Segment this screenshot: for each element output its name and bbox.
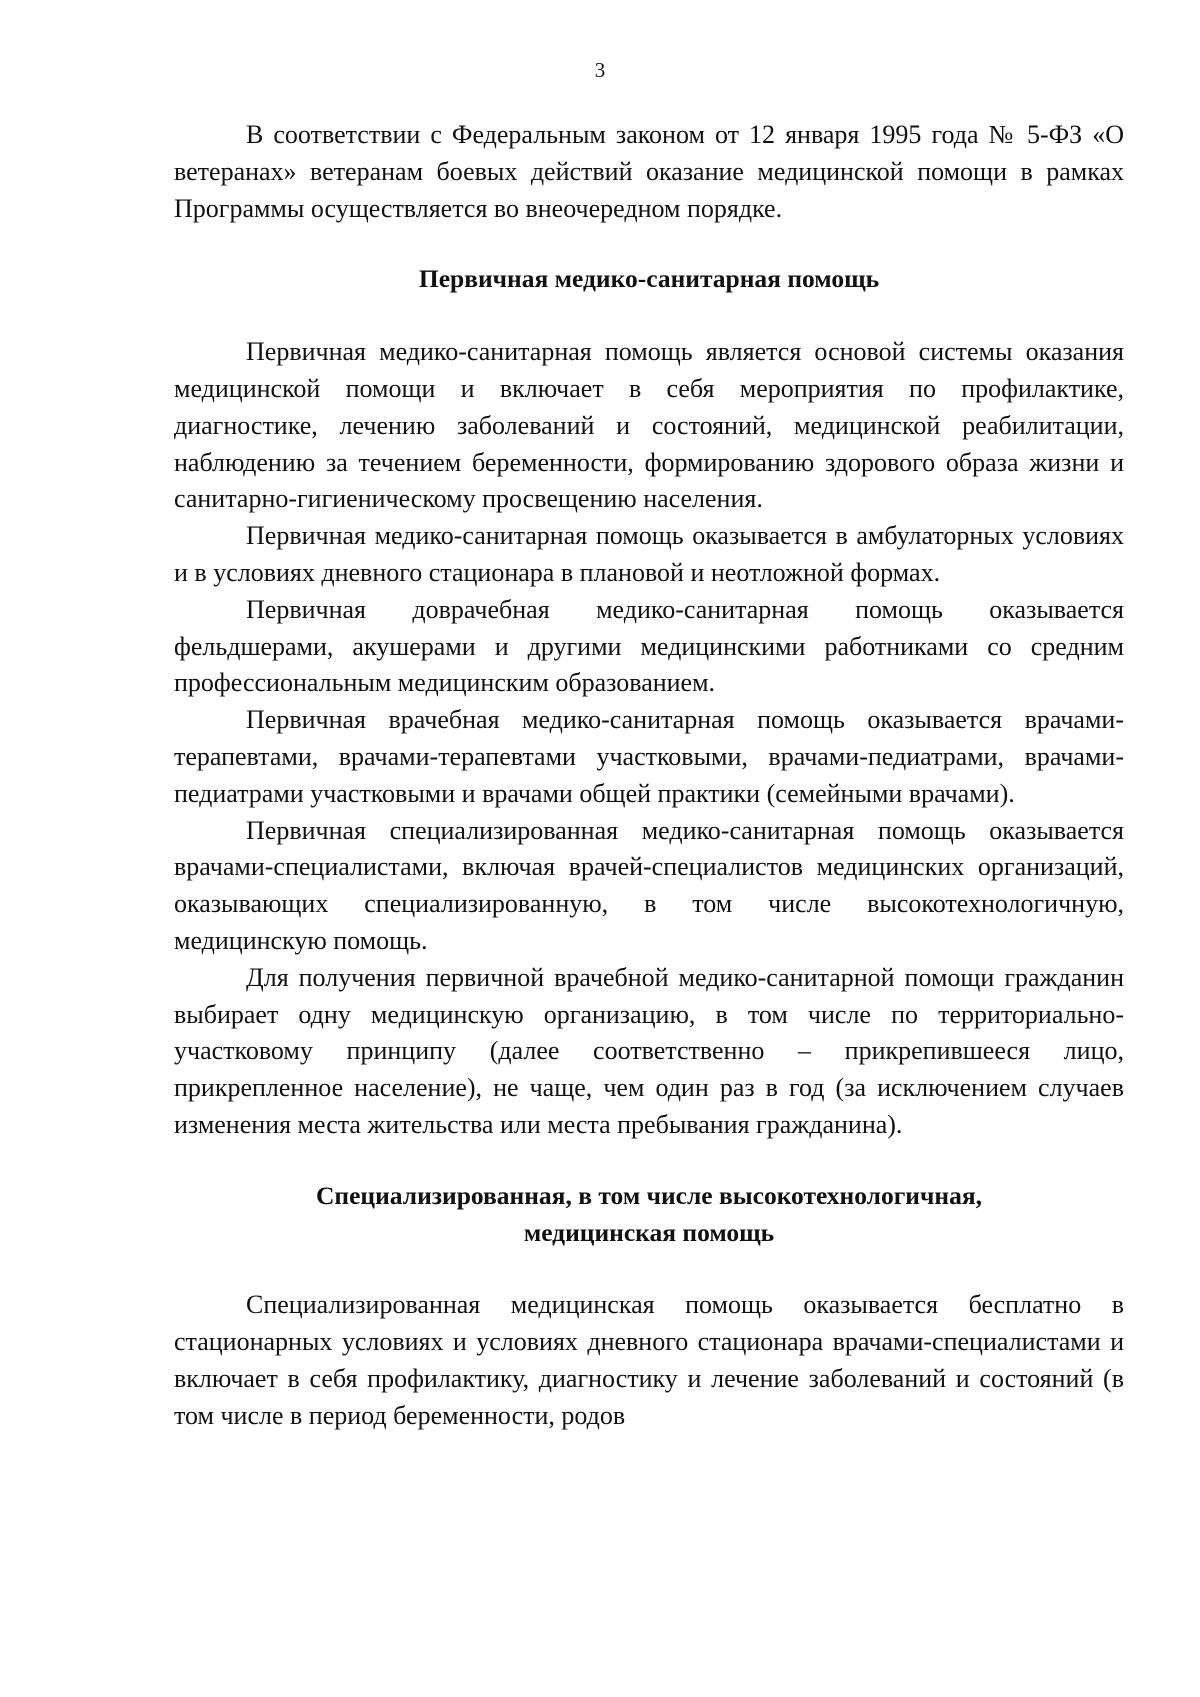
document-body <box>174 117 1124 1435</box>
primary-care-heading: Первичная медико-санитарная помощь <box>418 264 880 294</box>
specialized-care-heading <box>174 1178 1124 1252</box>
primary-care-paragraph: Первичная специализированная медико-санитарная помощь оказывается врачами-специалистами, включая врачей-специалистов медицинских организаций, оказывающих специализированную, в том числе высокотехнологичную, медицинскую помощь. <box>174 815 1124 955</box>
primary-care-paragraph: Первичная доврачебная медико-санитарная помощь оказывается фельдшерами, акушерами и другими медицинскими работниками со средним профессиональным медицинским образованием. <box>174 594 1124 698</box>
spacer <box>174 1251 1124 1287</box>
spacer <box>174 298 1124 334</box>
spacer <box>174 227 1124 261</box>
page-number: 3 <box>594 58 606 82</box>
primary-care-paragraph: Первичная медико-санитарная помощь является основой системы оказания медицинской помощи и включает в себя мероприятия по профилактике, диагностике, лечению заболеваний и состояний, медицинской реабилитации, наблюдению за течением беременности, формированию здорового образа жизни и санитарно-гигиеническому просвещению населения. <box>174 337 1124 514</box>
primary-care-paragraph: Первичная медико-санитарная помощь оказывается в амбулаторных условиях и в условиях дневного стационара в плановой и неотложной формах. <box>174 521 1124 587</box>
specialized-care-heading-line-1: Специализированная, в том числе высокотехнологичная, <box>316 1180 982 1210</box>
spacer <box>174 1144 1124 1178</box>
specialized-care-heading-line-2: медицинская помощь <box>523 1217 775 1247</box>
primary-care-paragraph: Для получения первичной врачебной медико-санитарной помощи гражданин выбирает одну медицинскую организацию, в том числе по территориально-участковому принципу (далее соответственно – прикрепившееся лицо, прикрепленное население), не чаще, чем один раз в год (за исключением случаев изменения места жительства или места пребывания гражданина). <box>174 962 1124 1139</box>
specialized-care-paragraph: Специализированная медицинская помощь оказывается бесплатно в стационарных условиях и условиях дневного стационара врачами-специалистами и включает в себя профилактику, диагностику и лечение заболеваний и состояний (в том числе в период беременности, родов <box>174 1290 1124 1430</box>
primary-care-paragraph: Первичная врачебная медико-санитарная помощь оказывается врачами-терапевтами, врачами-терапевтами участковыми, врачами-педиатрами, врачами-педиатрами участковыми и врачами общей практики (семейными врачами). <box>174 705 1124 808</box>
intro-paragraph: В соответствии с Федеральным законом от 12 января 1995 года № 5-ФЗ «О ветеранах» ветеранам боевых действий оказание медицинской помощи в рамках Программы осуществляется во внеочередном порядке. <box>174 120 1124 223</box>
